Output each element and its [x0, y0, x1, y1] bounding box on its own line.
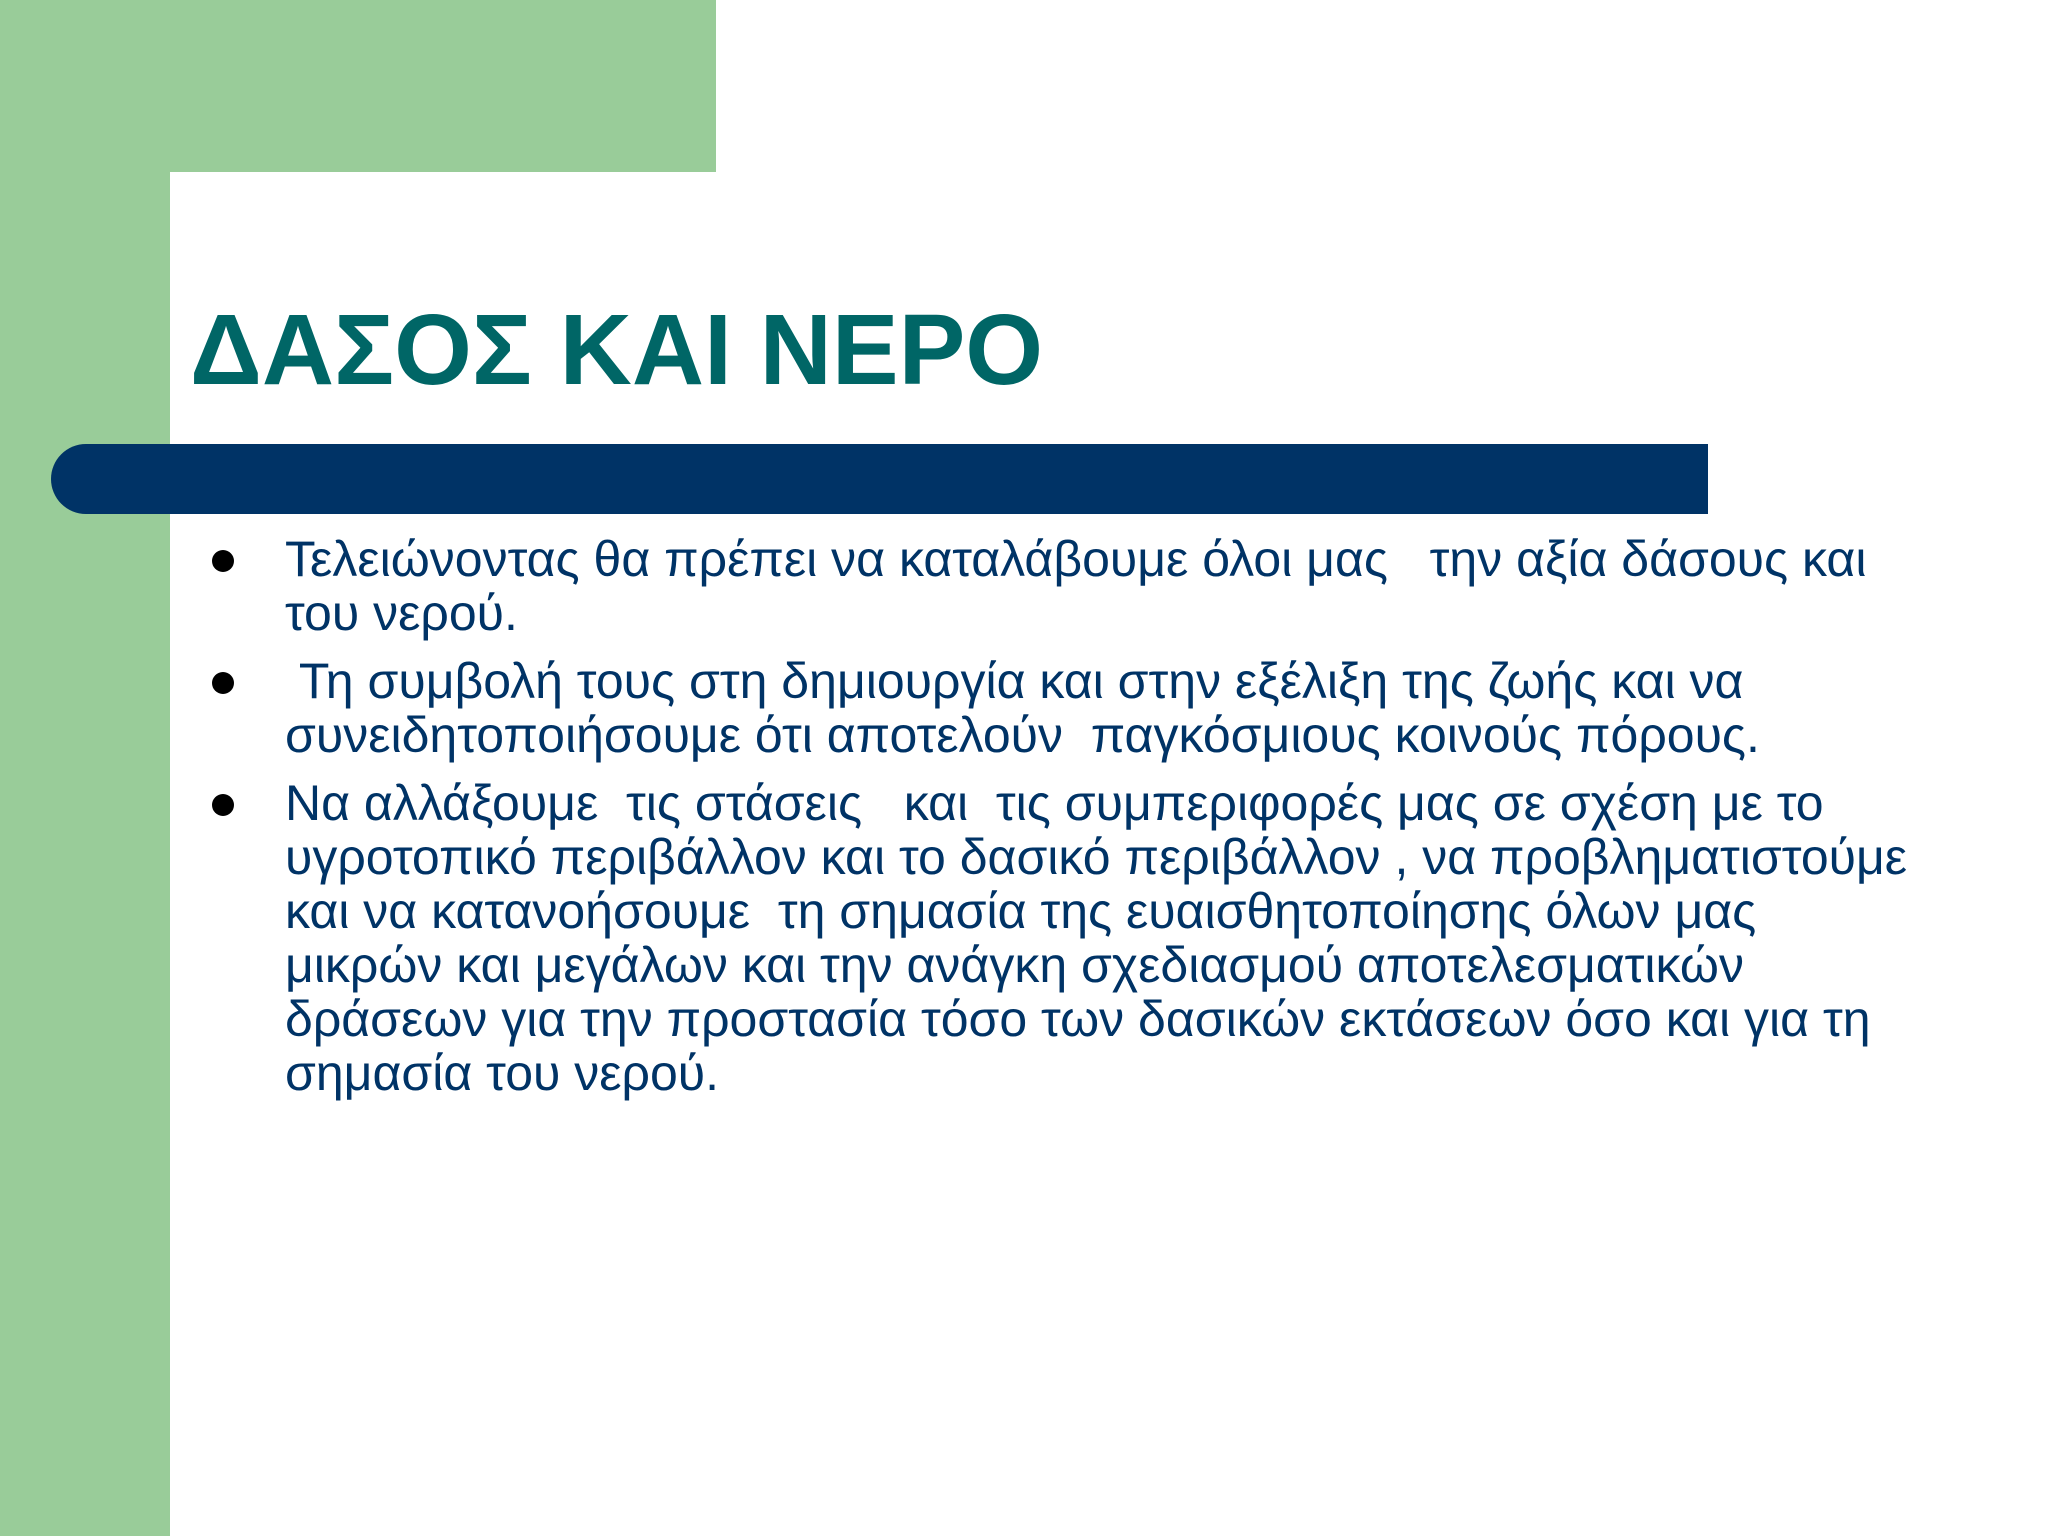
- bullet-dot-icon: [212, 794, 234, 816]
- bullet-dot-icon: [212, 550, 234, 572]
- bullet-list: [200, 532, 1920, 1114]
- green-top-band: [0, 0, 716, 172]
- title-underline-bar: [51, 444, 1708, 514]
- bullet-text: Τη συμβολή τους στη δημιουργία και στην εξέλιξη της ζωής και να συνειδητοποιήσουμε ότι αποτελούν παγκόσμιους κοινούς πόρους.: [285, 653, 1760, 763]
- slide-title: ΔΑΣΟΣ ΚΑΙ ΝΕΡΟ: [190, 294, 1044, 406]
- bullet-text: Να αλλάξουμε τις στάσεις και τις συμπεριφορές μας σε σχέση με το υγροτοπικό περιβάλλον και το δασικό περιβάλλον , να προβληματιστούμε και να κατανοήσουμε τη σημασία της ευαισθητοποίησης όλων μας μικρών και μεγάλων και την ανάγκη σχεδιασμού αποτελεσματικών δράσεων για την προστασία τόσο των δασικών εκτάσεων όσο και για τη σημασία του νερού.: [285, 775, 1921, 1101]
- bullet-item: [200, 654, 1920, 762]
- bullet-text: Τελειώνοντας θα πρέπει να καταλάβουμε όλοι μας την αξία δάσους και του νερού.: [285, 531, 1881, 641]
- bullet-item: [200, 532, 1920, 640]
- bullet-dot-icon: [212, 672, 234, 694]
- bullet-item: [200, 776, 1920, 1100]
- green-side-band: [0, 0, 170, 1536]
